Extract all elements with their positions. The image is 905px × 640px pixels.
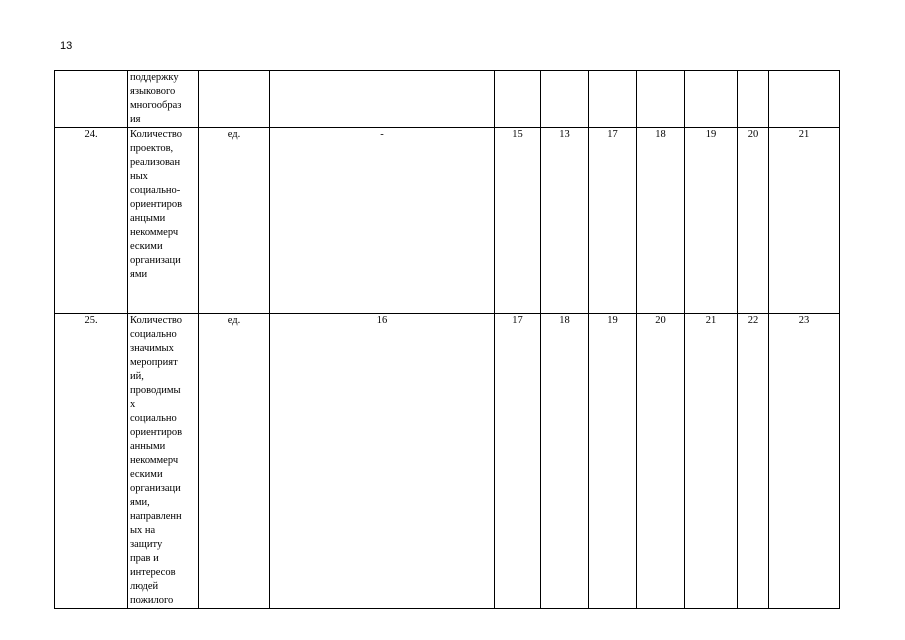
cell-unit: ед. xyxy=(199,128,270,314)
cell-value xyxy=(769,71,840,128)
cell-base: 16 xyxy=(270,314,495,609)
cell-value: 15 xyxy=(495,128,541,314)
cell-value xyxy=(589,71,637,128)
cell-value: 17 xyxy=(589,128,637,314)
table-row-continuation xyxy=(55,71,840,128)
cell-num xyxy=(55,71,128,128)
cell-value: 18 xyxy=(541,314,589,609)
cell-value: 22 xyxy=(738,314,769,609)
cell-num: 24. xyxy=(55,128,128,314)
cell-value xyxy=(495,71,541,128)
cell-value: 21 xyxy=(685,314,738,609)
cell-base xyxy=(270,71,495,128)
cell-indicator-name: поддержку языкового многообраз ия xyxy=(128,71,199,128)
table-row xyxy=(55,128,840,314)
cell-indicator-name: Количество социально значимых мероприят ий, проводимы х социально ориентиров анными некоммерч ескими организаци ями, направленн ых на защиту прав и интересов людей пожилого xyxy=(128,314,199,609)
cell-value: 19 xyxy=(589,314,637,609)
cell-value xyxy=(738,71,769,128)
cell-value: 17 xyxy=(495,314,541,609)
cell-unit: ед. xyxy=(199,314,270,609)
cell-value: 20 xyxy=(738,128,769,314)
cell-value xyxy=(541,71,589,128)
cell-base: - xyxy=(270,128,495,314)
cell-value: 13 xyxy=(541,128,589,314)
cell-value: 20 xyxy=(637,314,685,609)
cell-indicator-name: Количество проектов, реализован ных социально- ориентиров анцыми некоммерч ескими организаци ями xyxy=(128,128,199,314)
page-number: 13 xyxy=(60,40,73,52)
cell-num: 25. xyxy=(55,314,128,609)
cell-value: 18 xyxy=(637,128,685,314)
cell-value: 19 xyxy=(685,128,738,314)
indicators-table xyxy=(54,70,840,609)
cell-value: 21 xyxy=(769,128,840,314)
cell-value xyxy=(637,71,685,128)
cell-value: 23 xyxy=(769,314,840,609)
cell-unit xyxy=(199,71,270,128)
cell-value xyxy=(685,71,738,128)
table-row xyxy=(55,314,840,609)
